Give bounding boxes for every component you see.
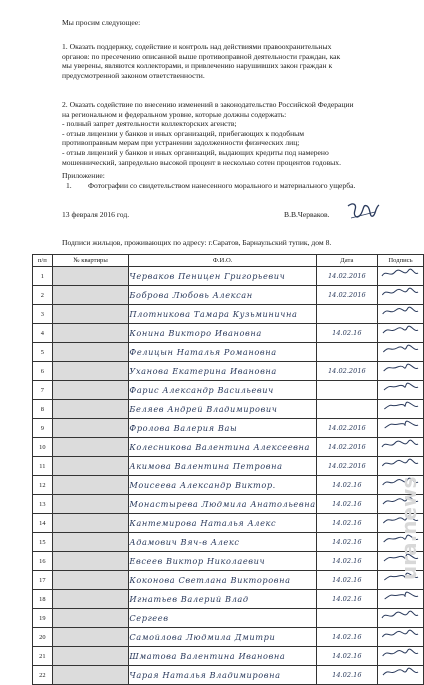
- apartment-cell-redacted: [52, 533, 129, 552]
- row-number: 6: [33, 362, 53, 381]
- table-row: [33, 590, 424, 609]
- apartment-cell-redacted: [52, 457, 129, 476]
- table-row: [33, 400, 424, 419]
- table-row: [33, 552, 424, 571]
- document-date: 13 февраля 2016 год.: [62, 210, 130, 219]
- date-cell: 14.02.16: [316, 552, 377, 571]
- full-name-cell: Беляев Андрей Владимирович: [129, 400, 316, 419]
- table-row: [33, 514, 424, 533]
- row-number: 16: [33, 552, 53, 571]
- table-row: [33, 305, 424, 324]
- full-name-cell: Фарис Александр Васильевич: [129, 381, 316, 400]
- table-row: [33, 495, 424, 514]
- paragraph-line: на региональном и федеральном уровне, которые должны содержать:: [62, 109, 287, 119]
- table-row: [33, 381, 424, 400]
- paragraph-line: 2. Оказать содействие по внесению изменений в законодательство Российской Федерации: [62, 100, 354, 109]
- table-row: [33, 267, 424, 286]
- header-apartment: № квартиры: [52, 255, 129, 267]
- full-name-cell: Фелицын Наталья Романовна: [129, 343, 316, 362]
- full-name-cell: Уханова Екатерина Ивановна: [129, 362, 316, 381]
- date-cell: 14.02.2016: [316, 457, 377, 476]
- table-row: [33, 609, 424, 628]
- table-row: [33, 362, 424, 381]
- attachment-number: 1.: [66, 181, 72, 190]
- full-name-cell: Боброва Любовь Алексан: [129, 286, 316, 305]
- handwritten-signature: [378, 609, 422, 622]
- table-row: [33, 666, 424, 685]
- row-number: 11: [33, 457, 53, 476]
- row-number: 2: [33, 286, 53, 305]
- full-name-cell: Евсеев Виктор Николаевич: [129, 552, 316, 571]
- date-cell: [316, 609, 377, 628]
- table-row: [33, 533, 424, 552]
- apartment-cell-redacted: [52, 362, 129, 381]
- apartment-cell-redacted: [52, 476, 129, 495]
- full-name-cell: Адамович Вяч-в Алекс: [129, 533, 316, 552]
- date-cell: 14.02.16: [316, 571, 377, 590]
- apartment-cell-redacted: [52, 609, 129, 628]
- paragraph-line: 1. Оказать поддержку, содействие и контроль над действиями правоохранительных: [62, 42, 332, 51]
- header-date: Дата: [316, 255, 377, 267]
- date-cell: 14.02.16: [316, 495, 377, 514]
- apartment-cell-redacted: [52, 647, 129, 666]
- row-number: 8: [33, 400, 53, 419]
- paragraph-line: мошеннический, запредельно высокой процент в несколько сотен процентов годовых.: [62, 157, 341, 167]
- row-number: 18: [33, 590, 53, 609]
- apartment-cell-redacted: [52, 590, 129, 609]
- handwritten-signature: [378, 628, 422, 641]
- date-cell: 14.02.2016: [316, 362, 377, 381]
- full-name-cell: Шматова Валентина Ивановна: [129, 647, 316, 666]
- row-number: 15: [33, 533, 53, 552]
- full-name-cell: Черваков Пеницен Григорьевич: [129, 267, 316, 286]
- apartment-cell-redacted: [52, 267, 129, 286]
- table-row: [33, 628, 424, 647]
- date-cell: 14.02.16: [316, 514, 377, 533]
- apartment-cell-redacted: [52, 305, 129, 324]
- signature-cell: [378, 628, 424, 647]
- paragraph-line: - отзыв лицензии у банков и иных организаций, прибегающих к подобным: [62, 128, 305, 138]
- header-number: п/п: [33, 255, 53, 267]
- row-number: 9: [33, 419, 53, 438]
- full-name-cell: Коконова Светлана Викторовна: [129, 571, 316, 590]
- row-number: 21: [33, 647, 53, 666]
- full-name-cell: Игнатьев Валерий Влад: [129, 590, 316, 609]
- date-cell: 14.02.2016: [316, 419, 377, 438]
- signature-cell: [378, 666, 424, 685]
- apartment-cell-redacted: [52, 495, 129, 514]
- apartment-cell-redacted: [52, 552, 129, 571]
- attachment-label: Приложение:: [62, 171, 105, 180]
- request-paragraph-2: [62, 100, 412, 167]
- attachment-text: Фотографии со свидетельством нанесенного морального и материального ущерба.: [88, 181, 356, 190]
- full-name-cell: Плотникова Тамара Кузьминична: [129, 305, 316, 324]
- signature-cell: [378, 647, 424, 666]
- full-name-cell: Моисеева Александр Виктор.: [129, 476, 316, 495]
- paragraph-line: предусмотренной законом ответственности.: [62, 70, 205, 80]
- date-cell: 14.02.16: [316, 476, 377, 495]
- row-number: 12: [33, 476, 53, 495]
- date-cell: 14.02.2016: [316, 438, 377, 457]
- table-row: [33, 457, 424, 476]
- paragraph-line: - полный запрет деятельности коллекторских агенств;: [62, 119, 237, 129]
- request-paragraph-1: [62, 42, 412, 80]
- author-name: В.В.Черваков.: [284, 210, 330, 219]
- paragraph-line: противоправным мерам при устранении задолженности физических лиц;: [62, 138, 300, 148]
- row-number: 3: [33, 305, 53, 324]
- paragraph-line: мы уверены, являются коллекторами, и привлечению нарушивших закон граждан к: [62, 61, 333, 71]
- date-cell: 14.02.16: [316, 628, 377, 647]
- date-cell: [316, 343, 377, 362]
- apartment-cell-redacted: [52, 343, 129, 362]
- row-number: 13: [33, 495, 53, 514]
- date-cell: [316, 400, 377, 419]
- apartment-cell-redacted: [52, 381, 129, 400]
- table-row: [33, 343, 424, 362]
- table-row: [33, 476, 424, 495]
- row-number: 7: [33, 381, 53, 400]
- full-name-cell: Фролова Валерия Ваы: [129, 419, 316, 438]
- intro-text: Мы просим следующее:: [62, 18, 141, 27]
- date-cell: [316, 305, 377, 324]
- header-signature: Подпись: [378, 255, 424, 267]
- full-name-cell: Акимова Валентина Петровна: [129, 457, 316, 476]
- row-number: 22: [33, 666, 53, 685]
- date-cell: 14.02.16: [316, 647, 377, 666]
- apartment-cell-redacted: [52, 286, 129, 305]
- table-row: [33, 438, 424, 457]
- author-signature: [345, 200, 381, 224]
- date-cell: 14.02.16: [316, 324, 377, 343]
- row-number: 5: [33, 343, 53, 362]
- full-name-cell: Монастырева Людмила Анатольевна: [129, 495, 316, 514]
- table-row: [33, 647, 424, 666]
- table-row: [33, 324, 424, 343]
- date-cell: 14.02.16: [316, 666, 377, 685]
- watermark-text: ura.news: [397, 476, 421, 580]
- date-cell: 14.02.16: [316, 533, 377, 552]
- apartment-cell-redacted: [52, 400, 129, 419]
- row-number: 17: [33, 571, 53, 590]
- header-full-name: Ф.И.О.: [129, 255, 316, 267]
- full-name-cell: Чарая Наталья Владимировна: [129, 666, 316, 685]
- apartment-cell-redacted: [52, 514, 129, 533]
- paragraph-line: органов: по пресечению описанной выше противоправной деятельности граждан, как: [62, 51, 341, 61]
- signature-cell: [378, 590, 424, 609]
- apartment-cell-redacted: [52, 666, 129, 685]
- handwritten-signature: [378, 666, 422, 679]
- date-cell: 14.02.2016: [316, 267, 377, 286]
- full-name-cell: Кантемирова Наталья Алекс: [129, 514, 316, 533]
- date-cell: [316, 381, 377, 400]
- table-row: [33, 419, 424, 438]
- table-row: [33, 571, 424, 590]
- watermark: [397, 270, 422, 590]
- row-number: 14: [33, 514, 53, 533]
- table-row: [33, 286, 424, 305]
- apartment-cell-redacted: [52, 438, 129, 457]
- apartment-cell-redacted: [52, 571, 129, 590]
- signatures-table: [32, 254, 424, 685]
- date-cell: 14.02.16: [316, 590, 377, 609]
- row-number: 19: [33, 609, 53, 628]
- full-name-cell: Конина Викторо Ивановна: [129, 324, 316, 343]
- signatures-title: Подписи жильцов, проживающих по адресу: г.Саратов, Барнаульский тупик, дом 8.: [62, 238, 332, 247]
- full-name-cell: Сергеев: [129, 609, 316, 628]
- apartment-cell-redacted: [52, 628, 129, 647]
- full-name-cell: Самойлова Людмила Дмитри: [129, 628, 316, 647]
- apartment-cell-redacted: [52, 324, 129, 343]
- row-number: 20: [33, 628, 53, 647]
- handwritten-signature: [378, 647, 422, 660]
- signature-cell: [378, 609, 424, 628]
- row-number: 1: [33, 267, 53, 286]
- handwritten-signature: [378, 590, 422, 603]
- full-name-cell: Колесникова Валентина Алексеевна: [129, 438, 316, 457]
- apartment-cell-redacted: [52, 419, 129, 438]
- table-header-row: [33, 255, 424, 267]
- date-cell: 14.02.2016: [316, 286, 377, 305]
- row-number: 10: [33, 438, 53, 457]
- paragraph-line: - отзыв лицензий у банков и иных организаций, выдающих кредиты под намерено: [62, 147, 329, 157]
- row-number: 4: [33, 324, 53, 343]
